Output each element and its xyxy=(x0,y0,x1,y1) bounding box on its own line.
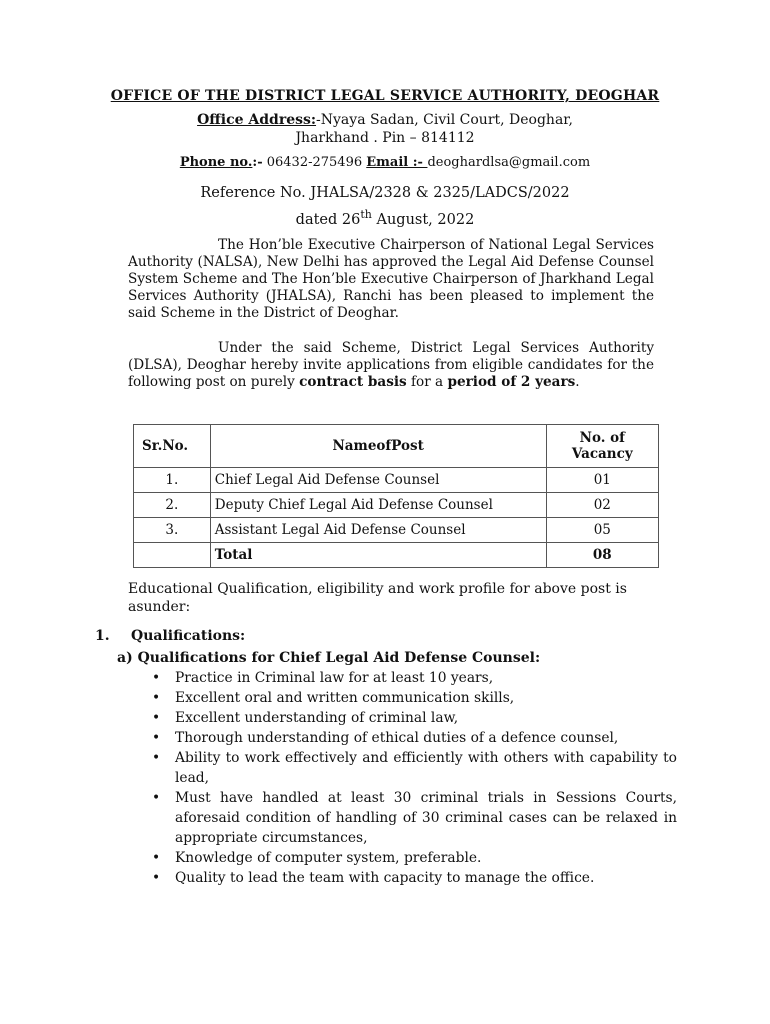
bullet-icon: • xyxy=(152,790,161,806)
bullet-icon: • xyxy=(152,730,161,746)
education-intro: Educational Qualification, eligibility and work profile for above post is asunder: xyxy=(128,581,627,615)
list-item xyxy=(150,668,677,688)
list-item xyxy=(150,868,677,888)
bullet-icon: • xyxy=(152,670,161,686)
qualifications-subheading: a) Qualifications for Chief Legal Aid Defense Counsel: xyxy=(117,650,541,666)
bullet-icon: • xyxy=(152,750,161,766)
list-item xyxy=(150,688,677,708)
list-item-text: Thorough understanding of ethical duties of a defence counsel, xyxy=(175,730,619,746)
table-header-row xyxy=(134,425,659,468)
bullet-icon: • xyxy=(152,690,161,706)
qualifications-title: Qualifications: xyxy=(131,628,246,644)
scheme-paragraph-text-a: Under the said Scheme, District Legal Services Authority (DLSA), Deoghar hereby invite applications from eligible candidates for the following post on purely xyxy=(128,340,654,390)
row-vacancy: 01 xyxy=(546,468,658,493)
office-heading: OFFICE OF THE DISTRICT LEGAL SERVICE AUTHORITY, DEOGHAR xyxy=(110,88,660,104)
email-label: Email :- xyxy=(366,155,428,170)
list-item-text: Excellent oral and written communication skills, xyxy=(175,690,515,706)
row-post: Assistant Legal Aid Defense Counsel xyxy=(210,518,546,543)
qualifications-number: 1. xyxy=(95,628,110,644)
office-address-label: Office Address: xyxy=(197,112,317,128)
list-item xyxy=(150,728,677,748)
row-sr: 2. xyxy=(134,493,211,518)
bullet-icon: • xyxy=(152,710,161,726)
row-post: Chief Legal Aid Defense Counsel xyxy=(210,468,546,493)
date-prefix: dated 26 xyxy=(295,211,361,228)
contact-line xyxy=(0,155,770,170)
total-value: 08 xyxy=(546,543,658,568)
header-sr-no: Sr.No. xyxy=(134,425,211,468)
scheme-paragraph-text-c: for a xyxy=(406,374,448,390)
list-item-text: Ability to work effectively and efficiently with others with capability to lead, xyxy=(175,750,677,786)
row-post: Deputy Chief Legal Aid Defense Counsel xyxy=(210,493,546,518)
phone-label: Phone no. xyxy=(179,155,253,170)
qualifications-list xyxy=(150,668,677,888)
list-item xyxy=(150,708,677,728)
scheme-paragraph xyxy=(128,340,654,391)
phone-number: 06432-275496 xyxy=(262,155,367,170)
vacancy-table xyxy=(133,424,659,568)
date-superscript: th xyxy=(360,208,372,221)
intro-paragraph-text: The Hon’ble Executive Chairperson of National Legal Services Authority (NALSA), New Delhi has approved the Legal Aid Defense Counsel System Scheme and The Hon’ble Executive Chairperson of Jharkhand Legal Services Authority (JHALSA), Ranchi has been pleased to implement the said Scheme in the District of Deoghar. xyxy=(128,237,654,321)
bullet-icon: • xyxy=(152,850,161,866)
period-text: period of 2 years xyxy=(447,374,576,390)
list-item-text: Excellent understanding of criminal law, xyxy=(175,710,459,726)
list-item xyxy=(150,748,677,788)
scheme-paragraph-text-e: . xyxy=(575,374,580,390)
reference-number: Reference No. JHALSA/2328 & 2325/LADCS/2022 xyxy=(200,185,570,201)
header-vacancy: No. of Vacancy xyxy=(546,425,658,468)
intro-paragraph xyxy=(128,237,654,322)
qualifications-heading xyxy=(95,628,245,644)
list-item-text: Knowledge of computer system, preferable. xyxy=(175,850,482,866)
date-suffix: August, 2022 xyxy=(371,211,475,228)
office-address xyxy=(0,111,770,147)
table-row xyxy=(134,493,659,518)
list-item-text: Practice in Criminal law for at least 10 years, xyxy=(175,670,494,686)
list-item-text: Must have handled at least 30 criminal trials in Sessions Courts, aforesaid condition of handling of 30 criminal cases can be relaxed in appropriate circumstances, xyxy=(175,790,677,846)
table-row xyxy=(134,518,659,543)
office-address-line2: Jharkhand . Pin – 814112 xyxy=(295,130,475,146)
total-sr-empty xyxy=(134,543,211,568)
total-label: Total xyxy=(210,543,546,568)
row-vacancy: 02 xyxy=(546,493,658,518)
email-address: deoghardlsa@gmail.com xyxy=(427,155,591,170)
reference-block xyxy=(0,182,770,231)
list-item-text: Quality to lead the team with capacity to manage the office. xyxy=(175,870,595,886)
contract-basis-text: contract basis xyxy=(299,374,407,390)
list-item xyxy=(150,788,677,848)
row-vacancy: 05 xyxy=(546,518,658,543)
phone-separator: :- xyxy=(252,155,263,170)
table-row xyxy=(134,468,659,493)
row-sr: 1. xyxy=(134,468,211,493)
list-item xyxy=(150,848,677,868)
bullet-icon: • xyxy=(152,870,161,886)
table-total-row xyxy=(134,543,659,568)
reference-date xyxy=(0,204,770,231)
office-address-line1: -Nyaya Sadan, Civil Court, Deoghar, xyxy=(316,112,573,128)
row-sr: 3. xyxy=(134,518,211,543)
header-post-name: NameofPost xyxy=(210,425,546,468)
